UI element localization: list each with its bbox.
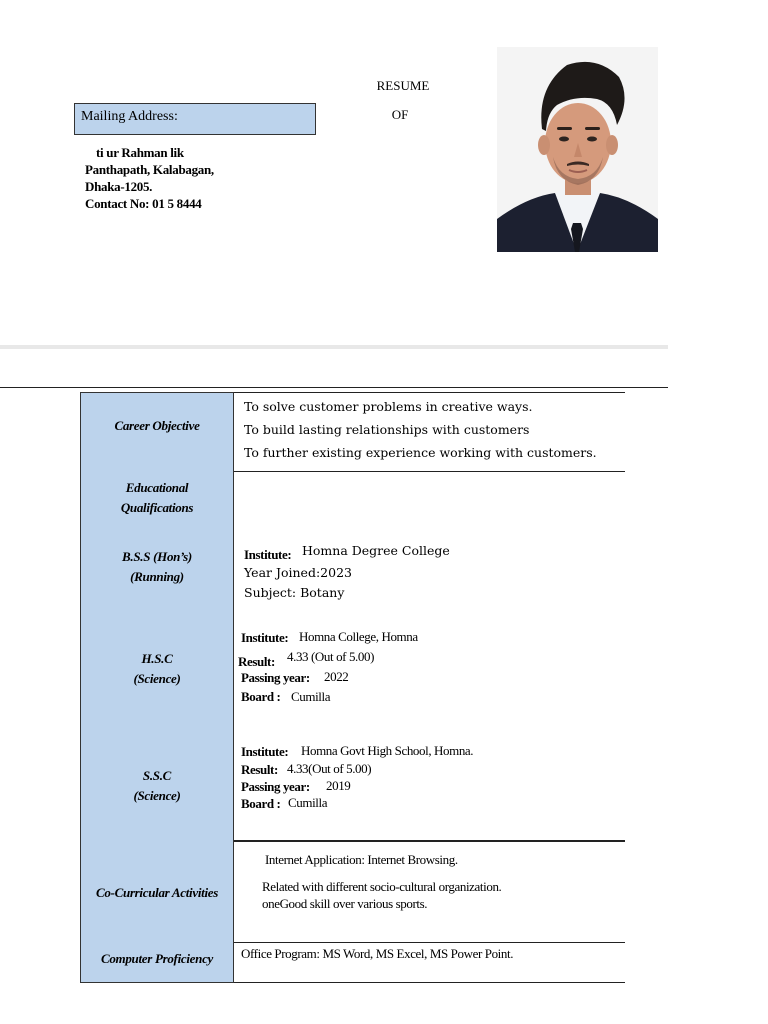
computer-proficiency-value: Office Program: MS Word, MS Excel, MS Power Point. — [241, 946, 514, 961]
co-curricular-item: Internet Application: Internet Browsing. — [265, 852, 458, 867]
hsc-board-key: Board : — [241, 689, 281, 704]
co-curricular-item: Related with different socio-cultural organization. — [262, 879, 502, 894]
row-divider — [234, 840, 625, 842]
address-contact: Contact No: 01 5 8444 — [85, 196, 202, 211]
hsc-passing-value: 2022 — [324, 669, 349, 684]
computer-proficiency-label: Computer Proficiency — [100, 951, 214, 966]
row-divider — [234, 982, 625, 983]
row-divider — [234, 471, 625, 472]
ssc-board-key: Board : — [241, 796, 281, 811]
ssc-passing-value: 2019 — [326, 778, 351, 793]
bss-label — [80, 547, 234, 587]
ssc-label-line1: S.S.C — [142, 768, 172, 783]
profile-photo-image — [497, 47, 658, 252]
objective-line: To solve customer problems in creative ways. — [244, 399, 533, 414]
hsc-institute-value: Homna College, Homna — [299, 629, 418, 644]
bss-institute-value: Homna Degree College — [302, 543, 450, 558]
career-objective-label: Career Objective — [114, 418, 200, 433]
bss-label-line1: B.S.S (Hon’s) — [122, 549, 192, 564]
row-divider — [234, 392, 625, 393]
hsc-label-line2: (Science) — [133, 671, 181, 686]
mailing-address-box: Mailing Address: — [74, 103, 316, 135]
education-heading-line2: Qualifications — [120, 500, 194, 515]
ssc-label-line2: (Science) — [133, 788, 181, 803]
ssc-label — [80, 766, 234, 806]
bss-institute-key: Institute: — [244, 547, 292, 562]
resume-title: RESUME — [376, 78, 430, 93]
hsc-institute-key: Institute: — [241, 630, 289, 645]
objective-line: To build lasting relationships with customers — [244, 422, 530, 437]
resume-of: OF — [391, 107, 409, 122]
address-line2: Dhaka-1205. — [85, 179, 153, 194]
hsc-label-line1: H.S.C — [141, 651, 173, 666]
page-separator-dark — [0, 387, 668, 388]
hsc-result-value: 4.33 (Out of 5.00) — [287, 649, 375, 664]
profile-photo — [497, 47, 658, 252]
co-curricular-item: oneGood skill over various sports. — [262, 896, 428, 911]
address-block — [85, 144, 214, 212]
address-name: ti ur Rahman lik — [96, 145, 184, 160]
co-curricular-label: Co-Curricular Activities — [96, 885, 218, 900]
bss-year-joined: Year Joined:2023 — [244, 565, 352, 580]
row-divider — [234, 942, 625, 943]
hsc-passing-key: Passing year: — [241, 670, 310, 685]
hsc-label — [80, 649, 234, 689]
address-line1: Panthapath, Kalabagan, — [85, 162, 214, 177]
page-separator-light — [0, 345, 668, 349]
bss-label-line2: (Running) — [130, 569, 184, 584]
education-heading-line1: Educational — [125, 480, 189, 495]
ssc-passing-key: Passing year: — [241, 779, 310, 794]
ssc-result-value: 4.33(Out of 5.00) — [287, 761, 372, 776]
ssc-board-value: Cumilla — [288, 795, 328, 810]
ssc-institute-value: Homna Govt High School, Homna. — [301, 743, 474, 758]
hsc-result-key: Result: — [238, 654, 275, 669]
ssc-result-key: Result: — [241, 762, 278, 777]
hsc-board-value: Cumilla — [291, 689, 331, 704]
objective-line: To further existing experience working with customers. — [244, 445, 597, 460]
education-heading — [80, 478, 234, 518]
bss-subject: Subject: Botany — [244, 585, 345, 600]
ssc-institute-key: Institute: — [241, 744, 289, 759]
